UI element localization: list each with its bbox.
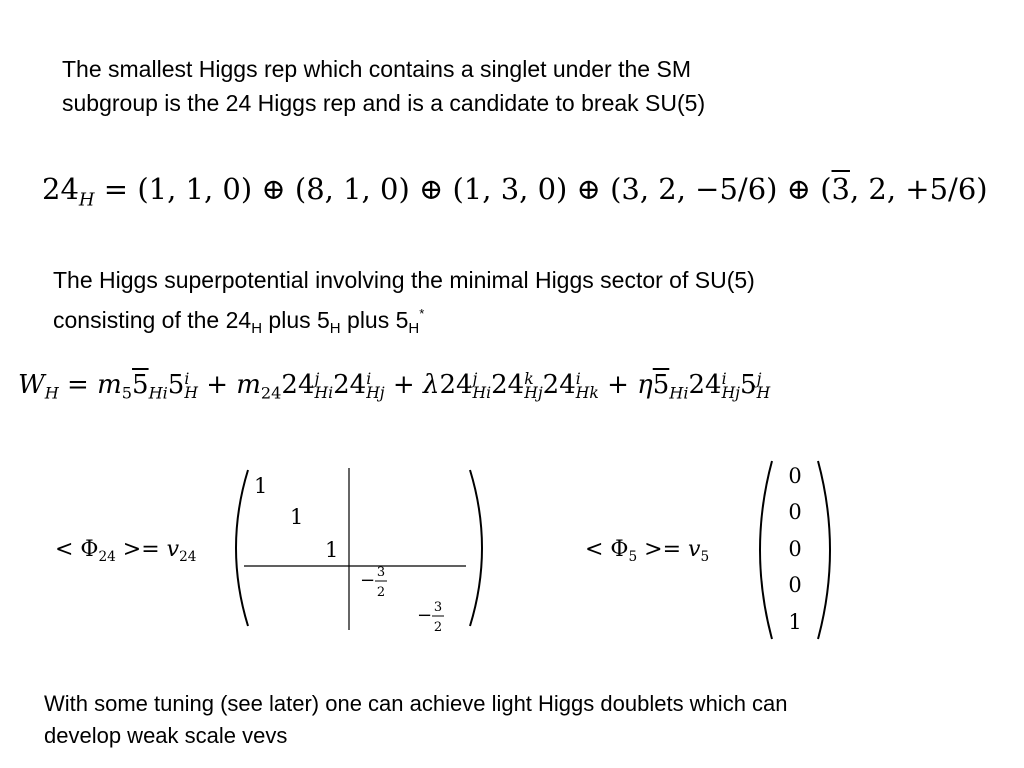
vector-right-paren — [818, 461, 830, 639]
line2-sub-2: H — [329, 320, 341, 337]
vev5-coef-sub: 5 — [700, 548, 710, 565]
intro-line-2: subgroup is the 24 Higgs rep and is a candidate to break SU(5) — [62, 90, 706, 116]
vev5-label — [585, 537, 709, 565]
tuning-line-2: develop weak scale vevs — [44, 723, 288, 748]
vector-entry-4: 0 — [788, 573, 802, 597]
svg-text:3: 3 — [433, 600, 443, 615]
matrix-diag-2: 1 — [290, 505, 304, 529]
eq1-bar-3: 3 — [831, 172, 850, 206]
vev5-lt: < Φ — [585, 537, 629, 562]
superpotential-line-1: The Higgs superpotential involving the minimal Higgs sector of SU(5) — [53, 267, 755, 293]
intro-paragraph — [62, 52, 705, 120]
intro-line-1: The smallest Higgs rep which contains a singlet under the SM — [62, 56, 691, 82]
vev5-sub: 5 — [628, 548, 638, 565]
matrix-left-paren — [236, 470, 248, 626]
vev24-label — [55, 537, 196, 565]
line2-text-a: consisting of the 24 — [53, 307, 252, 333]
eq1-rhs: = (1, 1, 0) ⊕ (8, 1, 0) ⊕ (1, 3, 0) ⊕ (3, 2, −5/6) ⊕ ( — [103, 172, 832, 206]
vev24-coef-sub: 24 — [179, 548, 197, 565]
line2-sup-star: * — [419, 306, 425, 321]
line2-sub-3: H — [408, 320, 420, 337]
svg-text:2: 2 — [433, 620, 443, 634]
matrix-right-paren — [470, 470, 482, 626]
tuning-paragraph — [44, 688, 788, 752]
decomposition-equation — [42, 172, 988, 210]
svg-text:−: − — [417, 605, 433, 626]
vector-entry-5: 1 — [788, 610, 802, 634]
vev24-lt: < Φ — [55, 537, 99, 562]
superpotential-equation: $W_H = m_55_{Hi}5$ i H + $m_{24}24$ j Hi 24 i Hj + λ24 j Hi 24 k Hj 24 i Hk + $\eta 5_{Hi}24$ i Hj 5 j H — [18, 369, 771, 403]
matrix-diag-4 — [360, 565, 387, 600]
vector-left-paren — [760, 461, 772, 639]
svg-text:2: 2 — [376, 585, 386, 600]
vev24-gt: >= — [115, 537, 167, 562]
vector-entry-2: 0 — [788, 500, 802, 524]
matrix-diag-3: 1 — [325, 538, 339, 562]
line2-text-c: plus 5 — [340, 307, 409, 333]
svg-text:3: 3 — [376, 565, 386, 580]
vector-entry-3: 0 — [788, 537, 802, 561]
superpotential-line-2 — [53, 297, 755, 346]
vev24-matrix — [220, 462, 485, 634]
vev24-coef: v — [166, 537, 180, 562]
eq1-rhs-tail: , 2, +5/6) — [849, 172, 988, 206]
line2-text-b: plus 5 — [262, 307, 330, 333]
tuning-line-1: With some tuning (see later) one can achieve light Higgs doublets which can — [44, 691, 788, 716]
W-symbol: W — [18, 370, 45, 400]
svg-text:−: − — [360, 570, 376, 591]
vev5-vector — [750, 455, 840, 645]
superpotential-paragraph — [53, 263, 755, 346]
vector-entry-1: 0 — [788, 464, 802, 488]
line2-sub-1: H — [251, 320, 263, 337]
eq1-lhs: 24 — [42, 172, 79, 206]
vev24-sub: 24 — [98, 548, 116, 565]
vev5-coef: v — [688, 537, 701, 562]
matrix-diag-5 — [417, 600, 444, 634]
matrix-diag-1: 1 — [254, 474, 268, 498]
eq1-lhs-sub: H — [78, 189, 95, 211]
vev5-gt: >= — [637, 537, 688, 562]
